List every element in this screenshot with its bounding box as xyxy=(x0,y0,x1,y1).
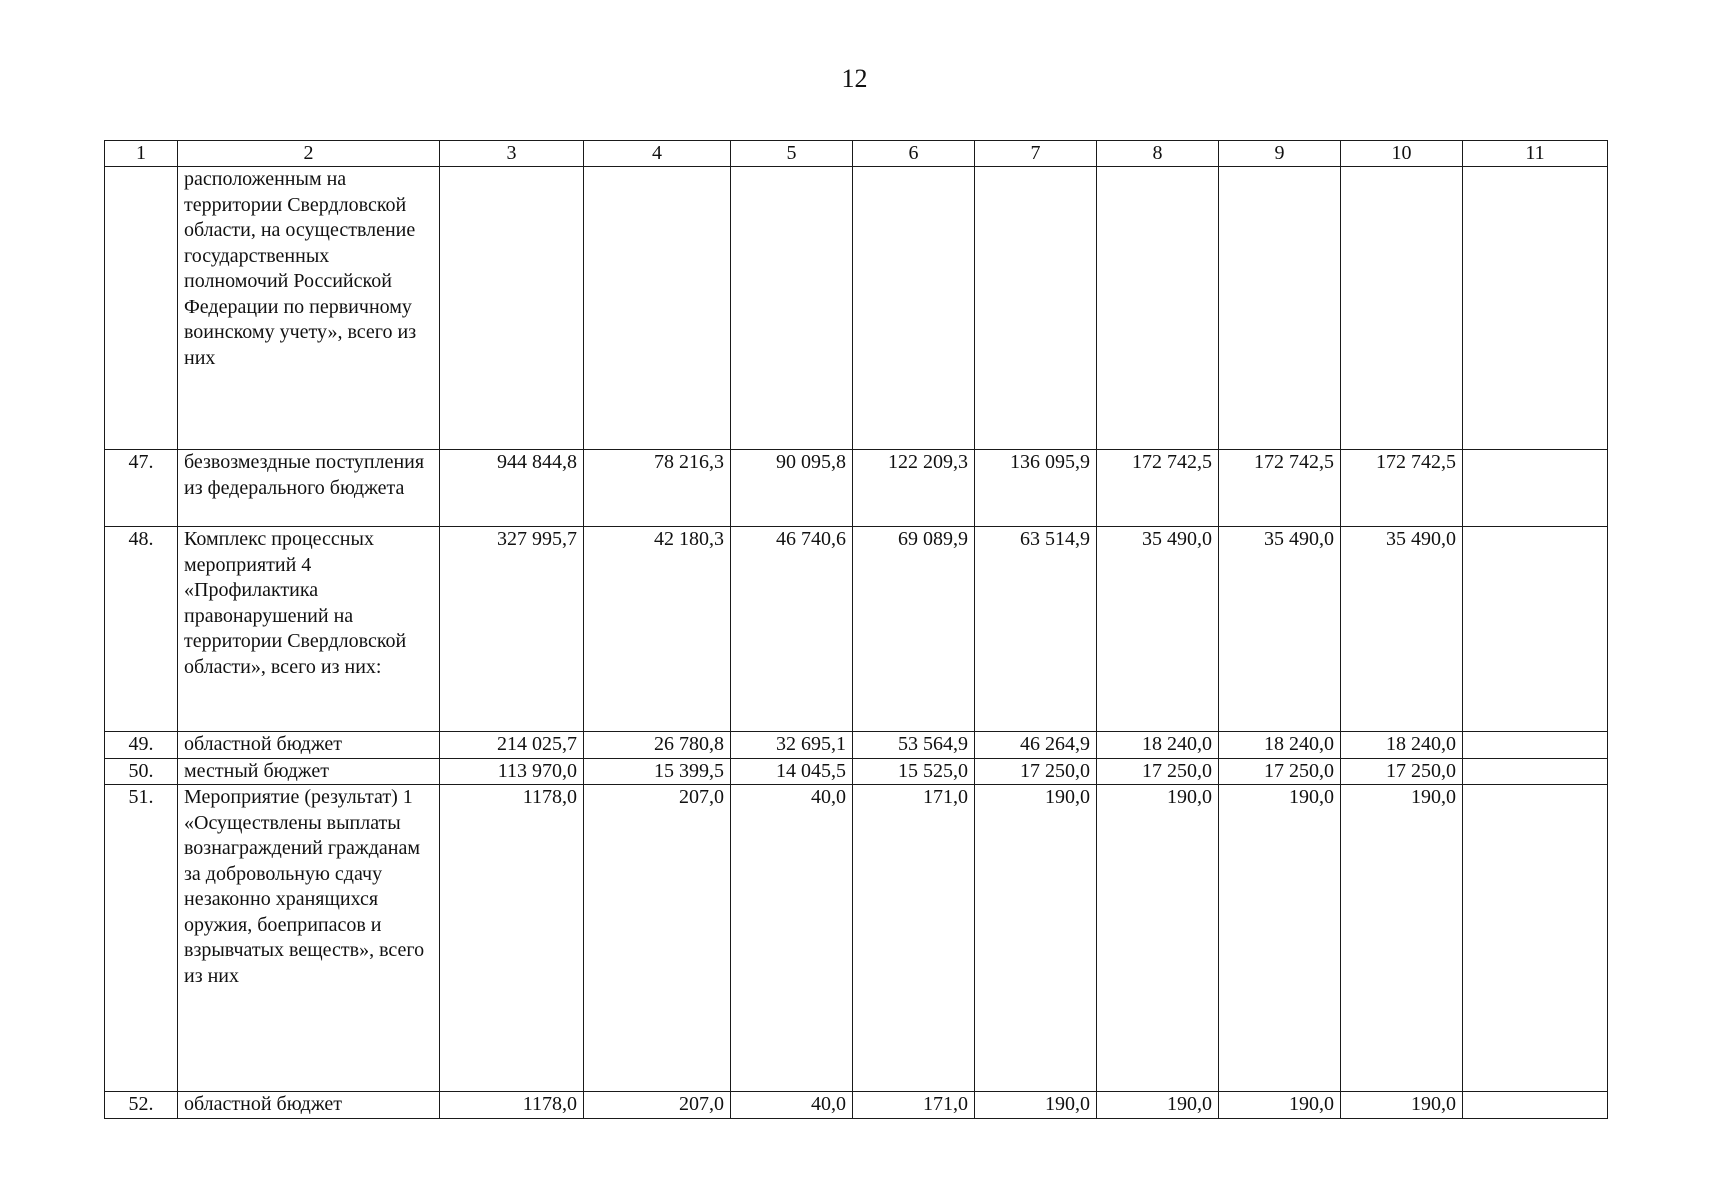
value-cell: 171,0 xyxy=(853,785,975,1092)
value-cell: 190,0 xyxy=(1219,1092,1341,1119)
column-header: 3 xyxy=(440,141,584,167)
value-cell: 190,0 xyxy=(1097,785,1219,1092)
table-row xyxy=(105,527,1608,732)
value-cell: 32 695,1 xyxy=(731,732,853,759)
value-cell: 14 045,5 xyxy=(731,758,853,785)
row-number: 50. xyxy=(105,758,178,785)
value-cell: 1178,0 xyxy=(440,1092,584,1119)
value-cell: 46 264,9 xyxy=(975,732,1097,759)
value-cell: 122 209,3 xyxy=(853,450,975,527)
column-header: 1 xyxy=(105,141,178,167)
value-cell: 190,0 xyxy=(1097,1092,1219,1119)
row-number: 48. xyxy=(105,527,178,732)
table-header-row xyxy=(105,141,1608,167)
row-number xyxy=(105,167,178,450)
value-cell: 18 240,0 xyxy=(1097,732,1219,759)
row-name: Комплекс процессных мероприятий 4 «Профилактика правонарушений на территории Свердловской области», всего из них: xyxy=(178,527,440,732)
value-cell: 17 250,0 xyxy=(1219,758,1341,785)
value-cell: 40,0 xyxy=(731,1092,853,1119)
value-cell xyxy=(584,167,731,450)
value-cell xyxy=(1463,758,1608,785)
table-row xyxy=(105,758,1608,785)
value-cell: 172 742,5 xyxy=(1219,450,1341,527)
row-name: расположенным на территории Свердловской области, на осуществление государственных полномочий Российской Федерации по первичному воинскому учету», всего из них xyxy=(178,167,440,450)
value-cell: 190,0 xyxy=(975,785,1097,1092)
value-cell: 53 564,9 xyxy=(853,732,975,759)
value-cell xyxy=(1463,732,1608,759)
value-cell xyxy=(731,167,853,450)
value-cell xyxy=(1463,167,1608,450)
value-cell: 190,0 xyxy=(975,1092,1097,1119)
value-cell: 190,0 xyxy=(1341,1092,1463,1119)
row-name: безвозмездные поступления из федерального бюджета xyxy=(178,450,440,527)
row-name: местный бюджет xyxy=(178,758,440,785)
table-row xyxy=(105,1092,1608,1119)
value-cell: 69 089,9 xyxy=(853,527,975,732)
value-cell: 190,0 xyxy=(1219,785,1341,1092)
value-cell: 944 844,8 xyxy=(440,450,584,527)
value-cell: 17 250,0 xyxy=(1341,758,1463,785)
table-row xyxy=(105,167,1608,450)
column-header: 11 xyxy=(1463,141,1608,167)
value-cell: 90 095,8 xyxy=(731,450,853,527)
value-cell: 113 970,0 xyxy=(440,758,584,785)
column-header: 4 xyxy=(584,141,731,167)
table-row xyxy=(105,450,1608,527)
table-row xyxy=(105,785,1608,1092)
page-number: 12 xyxy=(841,64,868,93)
value-cell xyxy=(1463,785,1608,1092)
value-cell xyxy=(1463,450,1608,527)
value-cell xyxy=(975,167,1097,450)
column-header: 6 xyxy=(853,141,975,167)
value-cell: 1178,0 xyxy=(440,785,584,1092)
column-header: 5 xyxy=(731,141,853,167)
value-cell xyxy=(1219,167,1341,450)
value-cell: 63 514,9 xyxy=(975,527,1097,732)
column-header: 7 xyxy=(975,141,1097,167)
value-cell: 207,0 xyxy=(584,1092,731,1119)
value-cell: 18 240,0 xyxy=(1341,732,1463,759)
column-header: 8 xyxy=(1097,141,1219,167)
row-name: Мероприятие (результат) 1 «Осуществлены выплаты вознаграждений гражданам за добровольную сдачу незаконно хранящихся оружия, боеприпасов и взрывчатых веществ», всего из них xyxy=(178,785,440,1092)
row-number: 52. xyxy=(105,1092,178,1119)
value-cell: 136 095,9 xyxy=(975,450,1097,527)
value-cell: 171,0 xyxy=(853,1092,975,1119)
row-name: областной бюджет xyxy=(178,732,440,759)
value-cell: 172 742,5 xyxy=(1341,450,1463,527)
row-name: областной бюджет xyxy=(178,1092,440,1119)
value-cell: 35 490,0 xyxy=(1097,527,1219,732)
row-number: 49. xyxy=(105,732,178,759)
column-header: 2 xyxy=(178,141,440,167)
table-row xyxy=(105,732,1608,759)
value-cell: 35 490,0 xyxy=(1341,527,1463,732)
value-cell: 26 780,8 xyxy=(584,732,731,759)
value-cell: 327 995,7 xyxy=(440,527,584,732)
column-header: 10 xyxy=(1341,141,1463,167)
budget-table xyxy=(104,140,1608,1119)
value-cell: 42 180,3 xyxy=(584,527,731,732)
value-cell: 17 250,0 xyxy=(1097,758,1219,785)
value-cell xyxy=(1341,167,1463,450)
value-cell xyxy=(1097,167,1219,450)
value-cell: 35 490,0 xyxy=(1219,527,1341,732)
value-cell: 18 240,0 xyxy=(1219,732,1341,759)
value-cell: 15 525,0 xyxy=(853,758,975,785)
value-cell: 46 740,6 xyxy=(731,527,853,732)
value-cell: 190,0 xyxy=(1341,785,1463,1092)
value-cell xyxy=(853,167,975,450)
value-cell: 214 025,7 xyxy=(440,732,584,759)
value-cell: 15 399,5 xyxy=(584,758,731,785)
value-cell xyxy=(1463,527,1608,732)
value-cell: 40,0 xyxy=(731,785,853,1092)
value-cell: 17 250,0 xyxy=(975,758,1097,785)
value-cell: 78 216,3 xyxy=(584,450,731,527)
value-cell: 207,0 xyxy=(584,785,731,1092)
row-number: 47. xyxy=(105,450,178,527)
column-header: 9 xyxy=(1219,141,1341,167)
row-number: 51. xyxy=(105,785,178,1092)
value-cell xyxy=(440,167,584,450)
value-cell: 172 742,5 xyxy=(1097,450,1219,527)
value-cell xyxy=(1463,1092,1608,1119)
